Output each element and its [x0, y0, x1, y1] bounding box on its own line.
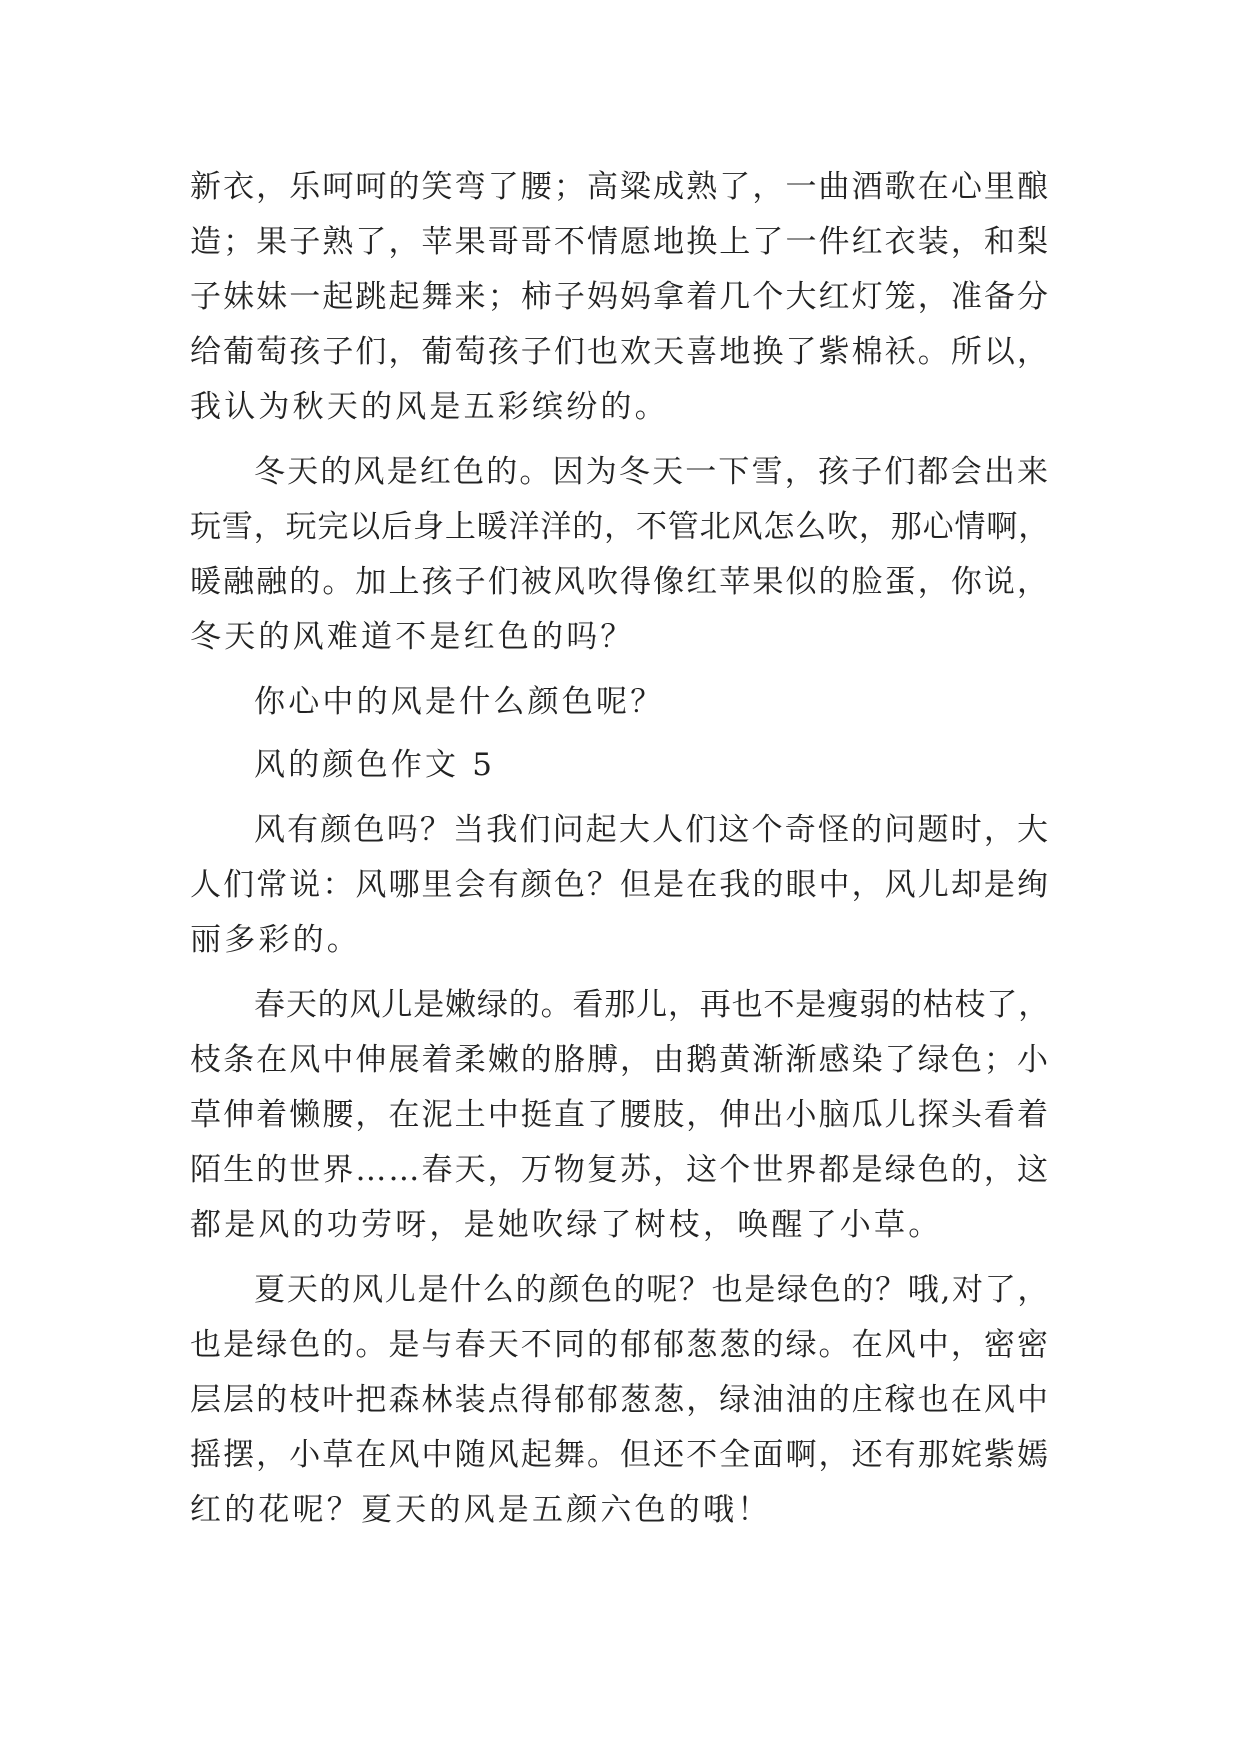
text-line: 造；果子熟了，苹果哥哥不情愿地换上了一件红衣装，和梨 — [190, 224, 1050, 260]
text-line: 陌生的世界……春天，万物复苏，这个世界都是绿色的，这 — [190, 1152, 1050, 1188]
text-line: 丽多彩的。 — [190, 922, 361, 958]
text-line: 新衣，乐呵呵的笑弯了腰；高粱成熟了，一曲酒歌在心里酿 — [190, 169, 1050, 205]
text-line: 春天的风儿是嫩绿的。看那儿，再也不是瘦弱的枯枝了， — [254, 987, 1050, 1023]
text-line: 子妹妹一起跳起舞来；柿子妈妈拿着几个大红灯笼，准备分 — [190, 279, 1050, 315]
text-line: 夏天的风儿是什么的颜色的呢？也是绿色的？哦,对了， — [254, 1272, 1050, 1308]
text-line: 给葡萄孩子们，葡萄孩子们也欢天喜地换了紫棉袄。所以， — [190, 334, 1050, 370]
text-line: 你心中的风是什么颜色呢？ — [254, 684, 665, 720]
text-line: 红的花呢？夏天的风是五颜六色的哦！ — [190, 1492, 772, 1528]
text-line: 冬天的风难道不是红色的吗？ — [190, 619, 635, 655]
text-line: 草伸着懒腰，在泥土中挺直了腰肢，伸出小脑瓜儿探头看着 — [190, 1097, 1050, 1133]
text-line: 风有颜色吗？当我们问起大人们这个奇怪的问题时，大 — [254, 812, 1050, 848]
text-line: 冬天的风是红色的。因为冬天一下雪，孩子们都会出来 — [254, 454, 1050, 490]
text-line: 枝条在风中伸展着柔嫩的胳膊，由鹅黄渐渐感染了绿色；小 — [190, 1042, 1050, 1078]
text-line: 摇摆，小草在风中随风起舞。但还不全面啊，还有那姹紫嫣 — [190, 1437, 1050, 1473]
text-line: 层层的枝叶把森林装点得郁郁葱葱，绿油油的庄稼也在风中 — [190, 1382, 1050, 1418]
text-line: 玩雪，玩完以后身上暖洋洋的，不管北风怎么吹，那心情啊， — [190, 509, 1050, 545]
text-line: 都是风的功劳呀，是她吹绿了树枝，唤醒了小草。 — [190, 1207, 943, 1243]
section-heading: 风的颜色作文 5 — [254, 747, 496, 783]
text-line: 暖融融的。加上孩子们被风吹得像红苹果似的脸蛋，你说， — [190, 564, 1050, 600]
text-line: 人们常说：风哪里会有颜色？但是在我的眼中，风儿却是绚 — [190, 867, 1050, 903]
text-line: 也是绿色的。是与春天不同的郁郁葱葱的绿。在风中，密密 — [190, 1327, 1050, 1363]
text-line: 我认为秋天的风是五彩缤纷的。 — [190, 389, 669, 425]
